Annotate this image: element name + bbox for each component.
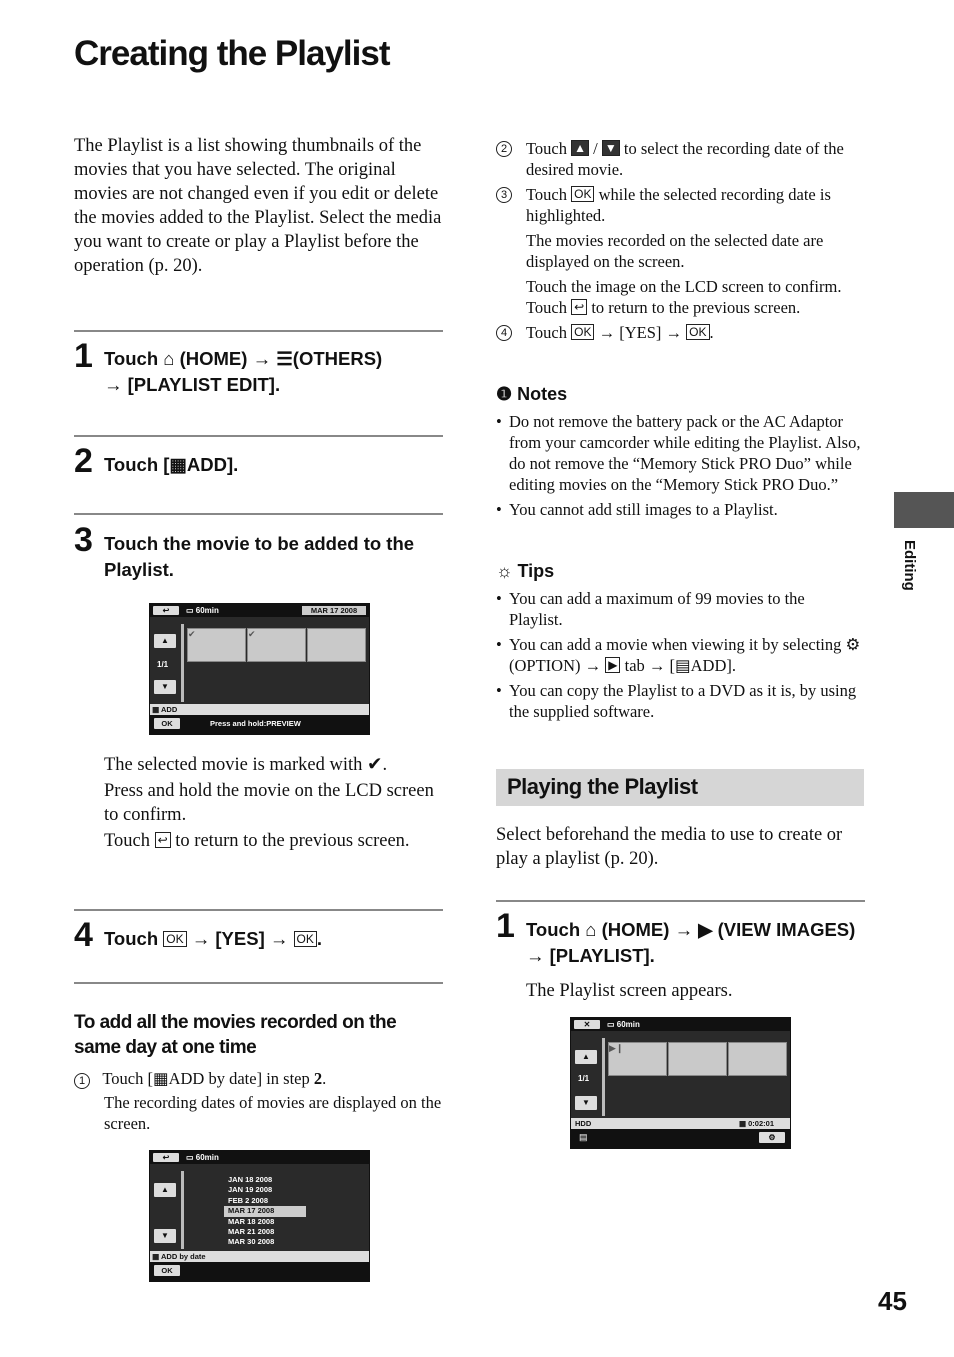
playing-intro: Select beforehand the media to use to create or play a playlist (p. 20). [496,825,843,869]
playing-step-number: 1 [496,907,515,945]
note-item: • Do not remove the battery pack or the AC Adaptor from your camcorder while editing the Playlist. Also, do not remove the “Memory Stick PRO Duo” while editing movies on the “Memory Stick PRO Duo.” [496,411,861,495]
ok-button[interactable]: OK [154,718,180,729]
notes-heading [496,384,567,405]
movie-thumbnail[interactable]: ✔ [247,628,306,662]
ok-icon: OK [686,324,709,340]
tip-2-a: You can add a movie when viewing it by selecting [509,635,846,654]
scroll-up-button[interactable]: ▲ [575,1050,597,1064]
step-2-number: 2 [74,442,93,480]
date-item[interactable]: MAR 21 2008 [228,1227,275,1237]
date-item[interactable]: JAN 18 2008 [228,1175,273,1184]
add-all-s4-b: → [YES] → [594,323,687,342]
page-title: Creating the Playlist [74,34,390,73]
status-bar [571,1118,790,1129]
media-label: HDD [575,1119,592,1128]
lcd-screen-playlist [570,1017,791,1149]
option-icon: ⚙ [845,635,861,654]
duration: ▦ 0:02:01 [738,1119,774,1128]
page-indicator: 1/1 [578,1074,590,1083]
step-2-text [104,452,238,478]
add-all-step-1 [74,1068,444,1134]
movie-thumbnail[interactable] [668,1042,727,1076]
playing-step-arrow: → [674,919,694,940]
scroll-down-button[interactable]: ▼ [154,1229,176,1243]
step-1-playlist-edit: → [PLAYLIST EDIT]. [104,374,281,395]
add-all-step-2 [496,138,866,180]
date-item[interactable]: FEB 2 2008 [228,1195,269,1205]
playing-step-home: (HOME) [601,919,670,940]
screen-top-bar [150,1151,369,1164]
date-item-selected[interactable]: MAR 17 2008 [224,1206,306,1216]
add-label-bar: ▦ ADD [150,704,369,715]
step-4-number: 4 [74,916,93,954]
screen-bottom-bar [571,1129,790,1148]
add-by-date-label: ADD by date [160,1252,206,1261]
step-3-number: 3 [74,521,93,559]
up-arrow-icon: ▲ [571,140,589,156]
divider [74,909,443,911]
return-icon: ↩ [571,299,587,315]
add-all-s3-b: while the selected recording date is highlighted. [526,185,831,225]
movie-thumbnail[interactable]: ▶❙ [608,1042,667,1076]
add-all-s1-c: . [322,1069,327,1088]
step-4-text [104,926,322,952]
playing-note: The Playlist screen appears. [526,981,733,1001]
step-circle-3: 3 [496,187,512,203]
date-item[interactable]: JAN 19 2008 [228,1185,273,1195]
step-1-home: (HOME) [179,348,248,369]
divider [74,435,443,437]
step-1-number: 1 [74,337,93,375]
scroll-up-button[interactable]: ▲ [154,1183,176,1197]
notes-icon: ❶ [496,384,513,404]
remaining-time-value: 60min [195,1153,219,1162]
preview-hint: Press and hold:PREVIEW [210,719,301,728]
tips-heading [496,561,554,582]
add-all-s3-note-2b: to return to the previous screen. [587,298,801,317]
tips-heading-text: Tips [517,561,555,581]
step-1-arrow: → [252,348,272,369]
remaining-time: ▭ 60min [186,606,219,615]
option-button[interactable]: ⚙ [759,1132,785,1143]
ok-icon: OK [571,324,594,340]
screen-bottom-bar [150,1262,369,1281]
ok-icon: OK [294,931,317,947]
intro-paragraph: The Playlist is a list showing thumbnails of the movies that you have selected. The original movies are not changed even if you edit or delete the movies added to the Playlist. Select the media you want to create or play a Playlist before the operation (p. 20). [74,136,442,276]
step-2-touch: Touch [ [104,454,170,475]
return-icon[interactable]: ↩ [153,1153,179,1162]
add-by-date-bar: ▦ ADD by date [150,1251,369,1262]
marked-note: The selected movie is marked with ✔. [104,755,388,775]
add-all-s1-step: 2 [313,1069,323,1088]
notes-heading-text: Notes [517,384,568,404]
lightbulb-icon: ☼ [496,561,513,581]
tip-item: • You can add a maximum of 99 movies to the Playlist. [496,588,861,630]
return-note-b: to return to the previous screen. [170,831,410,851]
add-label: ADD [160,705,178,714]
lcd-screen-add [149,603,370,735]
return-icon: ↩ [155,832,171,848]
home-icon: ⌂ [585,919,597,940]
note-item: • You cannot add still images to a Playlist. [496,499,861,520]
page-number: 45 [878,1286,907,1316]
scroll-down-button[interactable]: ▼ [575,1096,597,1110]
playlist-edit-icon[interactable]: ▤ [579,1132,588,1142]
others-icon: ☰ [276,348,293,369]
add-all-step-3 [496,184,866,226]
add-all-s4-a: Touch [526,323,572,342]
add-all-s3-note-2a: Touch the image on the LCD screen to confirm. Touch [526,277,842,317]
step-circle-1: 1 [74,1073,90,1089]
playing-step-view: (VIEW IMAGES) [717,919,856,940]
divider [496,900,865,902]
step-1-others: (OTHERS) [292,348,383,369]
divider [74,982,443,984]
tip-item: • You can copy the Playlist to a DVD as it is, by using the supplied software. [496,680,861,722]
add-all-heading: To add all the movies recorded on the same day at one time [74,1012,397,1058]
notes-list [496,411,861,524]
scrollbar[interactable] [602,1038,605,1116]
step-4-yes: → [YES] → [186,928,294,949]
page-indicator: 1/1 [157,660,169,669]
date-item[interactable]: MAR 30 2008 [228,1237,275,1247]
add-icon: ▤ [675,656,691,675]
remaining-time-value: 60min [616,1020,640,1029]
tip-2-c: tab → [ [620,656,676,675]
step-4-touch: Touch [104,928,164,949]
ok-icon: OK [163,931,186,947]
date-item[interactable]: MAR 18 2008 [228,1216,275,1226]
step-3-notes [104,753,444,853]
ok-icon: OK [571,186,594,202]
film-icon: ▦ [153,1069,169,1088]
add-all-s4-c: . [709,323,714,342]
add-all-s2-b: to select the recording date of the desired movie. [526,139,844,179]
scroll-down-button[interactable]: ▼ [154,680,176,694]
divider [74,330,443,332]
close-icon[interactable]: ✕ [574,1020,600,1029]
tip-item [496,634,861,676]
duration-value: 0:02:01 [748,1119,774,1128]
step-1-touch: Touch [104,348,164,369]
ok-button[interactable]: OK [154,1265,180,1276]
movie-thumbnail[interactable] [728,1042,787,1076]
section-tab [894,492,954,528]
step-1-text [104,346,444,398]
step-circle-2: 2 [496,141,512,157]
scroll-up-button[interactable]: ▲ [154,634,176,648]
divider [74,513,443,515]
add-all-s3-note-2 [496,276,866,318]
scrollbar[interactable] [181,1171,184,1249]
movie-thumbnail[interactable] [307,628,366,662]
step-4-end: . [316,928,322,949]
add-all-s3-note-1: The movies recorded on the selected date are displayed on the screen. [526,231,824,271]
add-all-step-4 [496,322,866,343]
film-icon: ▦ [169,454,187,475]
add-all-s1-b: ADD by date] in step [168,1069,314,1088]
movie-thumbnail[interactable]: ✔ [187,628,246,662]
down-arrow-icon: ▼ [602,140,620,156]
step-circle-4: 4 [496,325,512,341]
home-icon: ⌂ [163,348,175,369]
return-note-a: Touch [104,831,155,851]
playing-step-touch: Touch [526,919,586,940]
add-all-s1-a: Touch [ [102,1069,153,1088]
scrollbar[interactable] [181,624,184,702]
add-all-s2-a: Touch [526,139,572,158]
date-badge: MAR 17 2008 [302,606,366,615]
step-3-text: Touch the movie to be added to the Playlist. [104,533,415,580]
remaining-time-value: 60min [195,606,219,615]
section-label: Editing [901,540,918,591]
play-tab-icon: ▶ [605,657,620,673]
add-all-s3-a: Touch [526,185,572,204]
remaining-time: ▭ 60min [607,1020,640,1029]
return-note [104,829,444,853]
add-all-steps-continued [496,138,866,343]
screen-top-bar [571,1018,790,1031]
lcd-screen-add-by-date [149,1150,370,1282]
date-list [228,1175,306,1248]
return-icon[interactable]: ↩ [153,606,179,615]
view-images-icon: ▶ [698,919,713,940]
tips-list [496,588,861,726]
tip-2-d: ADD]. [690,656,736,675]
playing-heading: Playing the Playlist [507,774,698,799]
slash: / [593,139,598,158]
add-all-s1-note: The recording dates of movies are displayed on the screen. [104,1093,442,1133]
playing-step-playlist: → [PLAYLIST]. [526,945,655,966]
hold-note: Press and hold the movie on the LCD screen to confirm. [104,781,434,825]
tip-2-b: (OPTION) → [509,656,606,675]
remaining-time: ▭ 60min [186,1153,219,1162]
playing-step-text [526,917,866,969]
step-2-add: ADD]. [186,454,239,475]
